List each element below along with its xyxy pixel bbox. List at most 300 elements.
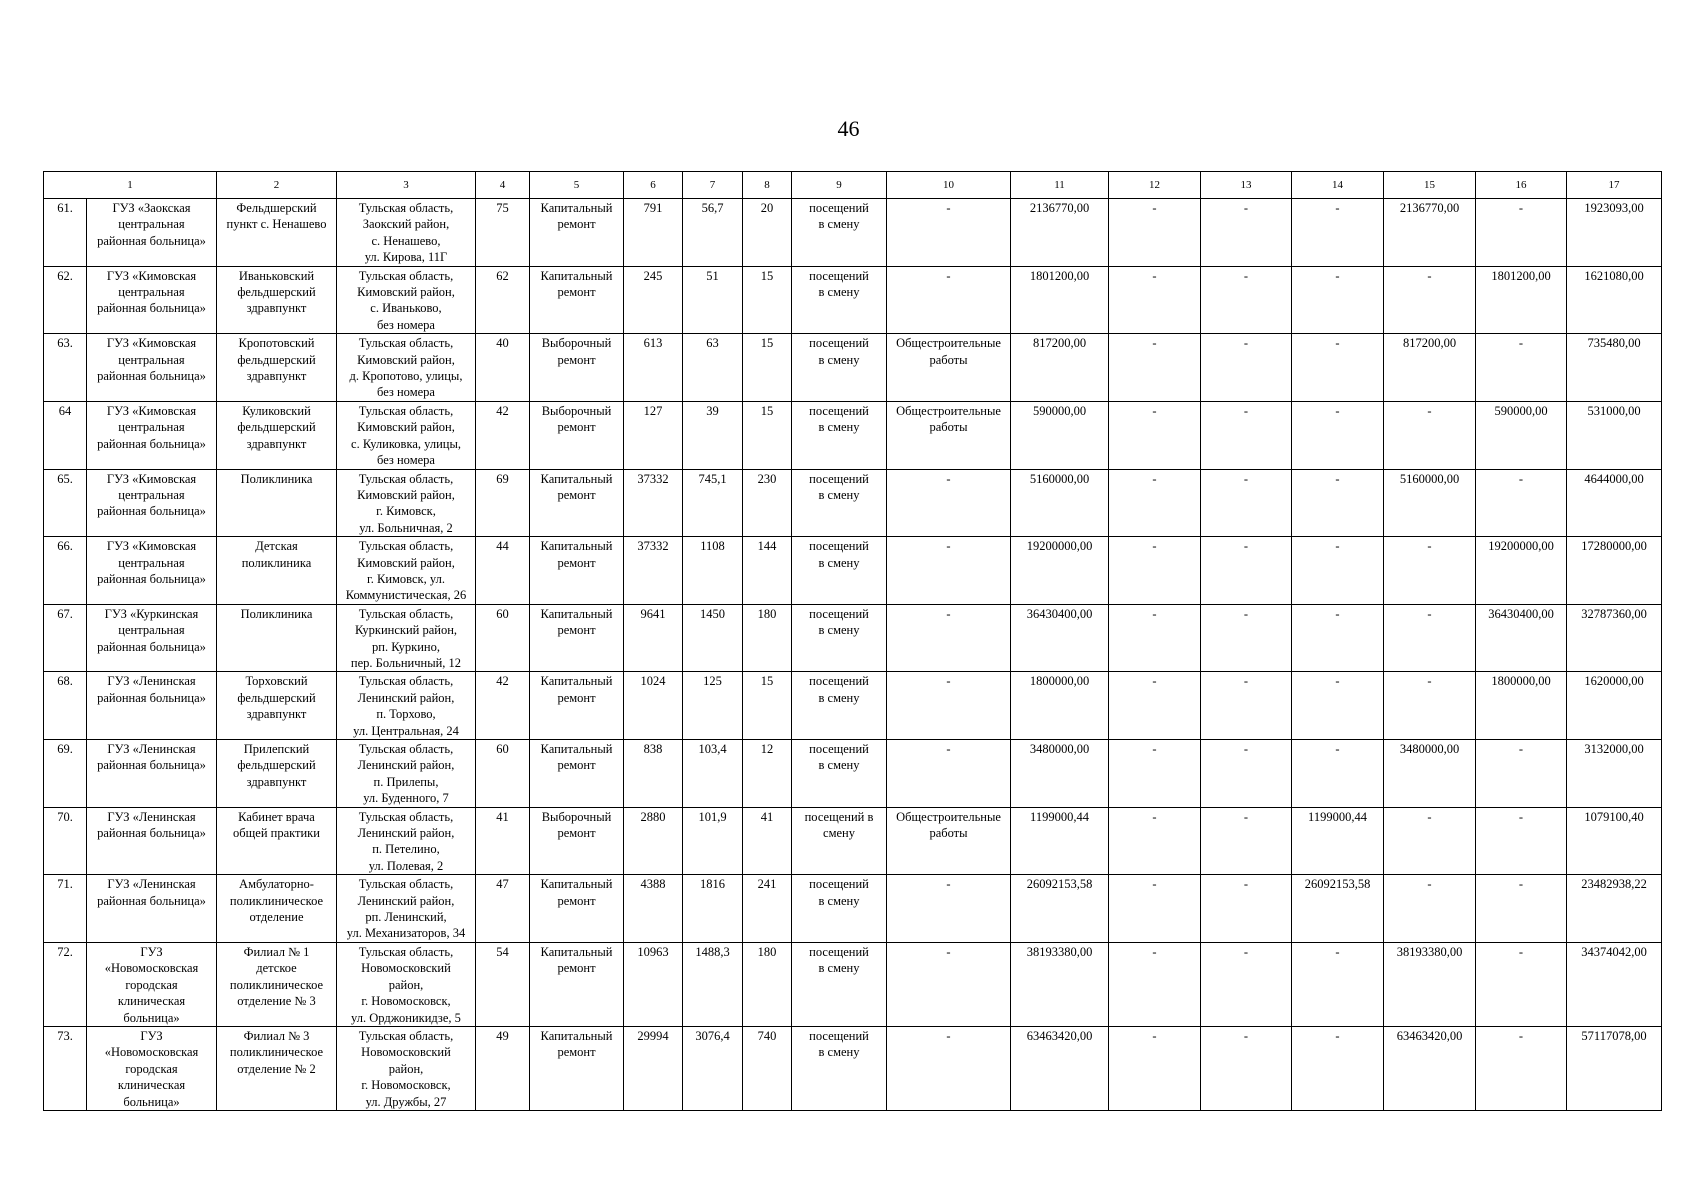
repair-type-line: Капитальный [540, 1028, 613, 1043]
repair-type-line: ремонт [557, 623, 596, 638]
col-8-cell: 241 [743, 875, 792, 943]
organization-line: ГУЗ «Кимовская [106, 403, 197, 418]
address-cell [337, 199, 476, 267]
col-15-cell: - [1384, 875, 1476, 943]
facility-line: поликлиническое [229, 893, 324, 908]
col-16-cell: 1800000,00 [1476, 672, 1567, 740]
facility-line: фельдшерский [237, 285, 316, 300]
facility-cell [217, 334, 337, 402]
address-line: ул. Дружбы, 27 [365, 1094, 447, 1109]
capacity-unit-cell [792, 604, 887, 672]
capacity-unit-line: в смену [818, 893, 860, 908]
facility-line: Поликлиника [240, 606, 313, 621]
facility-line: Торховский [245, 674, 308, 689]
col-13-cell: - [1201, 334, 1292, 402]
organization-line: больница» [123, 1094, 180, 1109]
repair-type-line: ремонт [557, 690, 596, 705]
facility-line: отделение № 3 [237, 994, 316, 1009]
col-12-cell: - [1109, 604, 1201, 672]
facility-line: фельдшерский [237, 758, 316, 773]
column-number-cell: 1 [44, 172, 217, 199]
column-number-cell: 5 [530, 172, 624, 199]
address-line: Тульская область, [358, 403, 454, 418]
facility-line: Детская [255, 539, 298, 554]
table-row [44, 401, 1662, 469]
capacity-unit-cell [792, 266, 887, 334]
col-6-cell: 10963 [624, 942, 683, 1026]
repair-type-line: ремонт [557, 826, 596, 841]
col-17-cell: 531000,00 [1567, 401, 1662, 469]
col-14-cell: - [1292, 199, 1384, 267]
col-8-cell: 15 [743, 334, 792, 402]
repair-type-line: ремонт [557, 285, 596, 300]
work-type-line: Общестроительные [896, 403, 1001, 418]
address-line: без номера [377, 385, 435, 400]
work-type-cell [887, 672, 1011, 740]
table-row [44, 1026, 1662, 1110]
repair-type-line: Капитальный [540, 877, 613, 892]
column-number-cell: 3 [337, 172, 476, 199]
row-number-cell: 66. [44, 537, 87, 605]
col-15-cell: 63463420,00 [1384, 1026, 1476, 1110]
col-4-cell: 40 [476, 334, 530, 402]
repair-type-cell [530, 942, 624, 1026]
repair-type-line: Капитальный [540, 606, 613, 621]
capacity-unit-cell [792, 199, 887, 267]
col-4-cell: 44 [476, 537, 530, 605]
col-12-cell: - [1109, 199, 1201, 267]
col-13-cell: - [1201, 266, 1292, 334]
capacity-unit-line: посещений в [804, 809, 874, 824]
col-7-cell: 1108 [683, 537, 743, 605]
col-14-cell: - [1292, 672, 1384, 740]
col-6-cell: 29994 [624, 1026, 683, 1110]
row-number-cell: 61. [44, 199, 87, 267]
col-7-cell: 51 [683, 266, 743, 334]
col-7-cell: 1488,3 [683, 942, 743, 1026]
facility-cell [217, 672, 337, 740]
facility-cell [217, 199, 337, 267]
column-number-cell: 13 [1201, 172, 1292, 199]
col-13-cell: - [1201, 401, 1292, 469]
address-line: район, [388, 1061, 424, 1076]
capacity-unit-line: посещений [809, 674, 869, 689]
address-cell [337, 1026, 476, 1110]
col-16-cell: - [1476, 199, 1567, 267]
column-number-cell: 7 [683, 172, 743, 199]
address-line: г. Новомосковск, [361, 1078, 451, 1093]
address-line: Ленинский район, [357, 690, 455, 705]
work-type-cell [887, 875, 1011, 943]
facility-line: общей практики [233, 826, 320, 841]
address-cell [337, 604, 476, 672]
capacity-unit-cell [792, 672, 887, 740]
col-7-cell: 63 [683, 334, 743, 402]
col-13-cell: - [1201, 469, 1292, 537]
address-cell [337, 807, 476, 875]
col-8-cell: 15 [743, 266, 792, 334]
col-14-cell: - [1292, 266, 1384, 334]
address-line: ул. Полевая, 2 [368, 858, 444, 873]
facility-cell [217, 469, 337, 537]
repair-type-cell [530, 537, 624, 605]
col-16-cell: 19200000,00 [1476, 537, 1567, 605]
col-12-cell: - [1109, 740, 1201, 808]
capacity-unit-line: посещений [809, 201, 869, 215]
organization-line: ГУЗ «Ленинская [107, 877, 196, 892]
col-13-cell: - [1201, 1026, 1292, 1110]
col-7-cell: 56,7 [683, 199, 743, 267]
address-cell [337, 942, 476, 1026]
address-line: Тульская область, [358, 944, 454, 959]
organization-line: ГУЗ «Кимовская [106, 539, 197, 554]
organization-cell [87, 469, 217, 537]
capacity-unit-line: смену [823, 826, 855, 841]
col-15-cell: - [1384, 807, 1476, 875]
col-13-cell: - [1201, 807, 1292, 875]
address-line: район, [388, 977, 424, 992]
col-17-cell: 735480,00 [1567, 334, 1662, 402]
col-12-cell: - [1109, 401, 1201, 469]
organization-line: ГУЗ «Куркинская [104, 606, 199, 621]
organization-line: ГУЗ «Заокская [112, 201, 191, 215]
table-body [44, 172, 1662, 1111]
total-cost-cell: 63463420,00 [1011, 1026, 1109, 1110]
work-type-cell [887, 334, 1011, 402]
address-line: ул. Центральная, 24 [353, 723, 459, 738]
organization-line: ГУЗ [140, 944, 163, 959]
repair-type-line: ремонт [557, 487, 596, 502]
repair-type-line: ремонт [557, 1045, 596, 1060]
facility-line: Поликлиника [240, 471, 313, 486]
col-14-cell: - [1292, 401, 1384, 469]
col-6-cell: 4388 [624, 875, 683, 943]
organization-line: центральная [118, 623, 185, 638]
repair-type-line: Капитальный [540, 201, 613, 215]
address-line: с. Ненашево, [371, 233, 441, 248]
repair-type-cell [530, 266, 624, 334]
col-17-cell: 4644000,00 [1567, 469, 1662, 537]
facility-line: Фельдшерский [236, 201, 317, 215]
col-4-cell: 62 [476, 266, 530, 334]
col-16-cell: - [1476, 1026, 1567, 1110]
table-row [44, 740, 1662, 808]
row-number-cell: 67. [44, 604, 87, 672]
column-number-cell: 10 [887, 172, 1011, 199]
col-14-cell: - [1292, 942, 1384, 1026]
facility-line: детское [256, 961, 297, 976]
table-row [44, 537, 1662, 605]
capacity-unit-cell [792, 807, 887, 875]
organization-line: клиническая [117, 1078, 186, 1093]
capacity-unit-line: посещений [809, 1028, 869, 1043]
capacity-unit-line: в смену [818, 217, 860, 232]
capacity-unit-cell [792, 1026, 887, 1110]
col-17-cell: 23482938,22 [1567, 875, 1662, 943]
address-cell [337, 740, 476, 808]
capacity-unit-line: в смену [818, 690, 860, 705]
capacity-unit-line: в смену [818, 352, 860, 367]
col-17-cell: 57117078,00 [1567, 1026, 1662, 1110]
address-line: ул. Кирова, 11Г [364, 250, 448, 265]
organization-cell [87, 266, 217, 334]
facility-line: фельдшерский [237, 420, 316, 435]
organization-line: районная больница» [97, 571, 206, 586]
column-number-cell: 15 [1384, 172, 1476, 199]
col-17-cell: 1923093,00 [1567, 199, 1662, 267]
col-6-cell: 245 [624, 266, 683, 334]
repair-type-cell [530, 740, 624, 808]
total-cost-cell: 19200000,00 [1011, 537, 1109, 605]
facility-cell [217, 875, 337, 943]
repair-type-cell [530, 875, 624, 943]
capacity-unit-line: посещений [809, 268, 869, 283]
facility-line: здравпункт [246, 707, 307, 722]
total-cost-cell: 2136770,00 [1011, 199, 1109, 267]
organization-line: больница» [123, 1010, 180, 1025]
address-line: пер. Больничный, 12 [350, 655, 462, 670]
organization-line: районная больница» [97, 690, 206, 705]
col-12-cell: - [1109, 672, 1201, 740]
address-line: Тульская область, [358, 201, 454, 215]
row-number-cell: 62. [44, 266, 87, 334]
organization-line: центральная [118, 352, 185, 367]
organization-cell [87, 740, 217, 808]
col-14-cell: - [1292, 469, 1384, 537]
address-line: Ленинский район, [357, 826, 455, 841]
work-type-line: - [946, 877, 951, 892]
col-12-cell: - [1109, 807, 1201, 875]
repair-type-cell [530, 807, 624, 875]
column-number-cell: 17 [1567, 172, 1662, 199]
address-line: д. Кропотово, улицы, [349, 369, 463, 384]
row-number-cell: 69. [44, 740, 87, 808]
work-type-line: - [946, 674, 951, 689]
capacity-unit-cell [792, 401, 887, 469]
col-17-cell: 1621080,00 [1567, 266, 1662, 334]
col-15-cell: 817200,00 [1384, 334, 1476, 402]
capacity-unit-line: посещений [809, 471, 869, 486]
organization-cell [87, 199, 217, 267]
work-type-cell [887, 942, 1011, 1026]
repair-type-line: Выборочный [541, 403, 612, 418]
facility-line: фельдшерский [237, 690, 316, 705]
address-line: Новомосковский [361, 961, 451, 976]
address-line: с. Иваньково, [370, 301, 442, 316]
repair-type-line: Выборочный [541, 809, 612, 824]
address-line: Тульская область, [358, 268, 454, 283]
facility-line: Кропотовский [238, 336, 315, 351]
organization-cell [87, 334, 217, 402]
work-type-cell [887, 1026, 1011, 1110]
column-number-cell: 4 [476, 172, 530, 199]
work-type-cell [887, 807, 1011, 875]
address-line: Тульская область, [358, 471, 454, 486]
page-number: 46 [837, 116, 860, 141]
address-line: без номера [377, 317, 435, 332]
organization-line: районная больница» [97, 301, 206, 316]
organization-line: центральная [118, 555, 185, 570]
col-15-cell: 38193380,00 [1384, 942, 1476, 1026]
col-6-cell: 9641 [624, 604, 683, 672]
column-number-cell: 2 [217, 172, 337, 199]
total-cost-cell: 3480000,00 [1011, 740, 1109, 808]
work-type-line: - [946, 201, 951, 215]
column-number-cell: 12 [1109, 172, 1201, 199]
col-7-cell: 103,4 [683, 740, 743, 808]
col-8-cell: 180 [743, 942, 792, 1026]
col-8-cell: 12 [743, 740, 792, 808]
address-line: Тульская область, [358, 336, 454, 351]
address-line: Новомосковский [361, 1045, 451, 1060]
column-number-cell: 11 [1011, 172, 1109, 199]
address-line: ул. Больничная, 2 [359, 520, 453, 535]
work-type-line: работы [929, 826, 968, 841]
facility-line: фельдшерский [237, 352, 316, 367]
total-cost-cell: 26092153,58 [1011, 875, 1109, 943]
col-4-cell: 42 [476, 672, 530, 740]
col-8-cell: 15 [743, 672, 792, 740]
work-type-line: Общестроительные [896, 336, 1001, 351]
col-14-cell: - [1292, 740, 1384, 808]
work-type-cell [887, 604, 1011, 672]
total-cost-cell: 36430400,00 [1011, 604, 1109, 672]
facility-line: поликлиническое [229, 1045, 324, 1060]
capacity-unit-line: в смену [818, 961, 860, 976]
work-type-line: работы [929, 420, 968, 435]
repair-type-line: ремонт [557, 758, 596, 773]
facility-line: здравпункт [246, 301, 307, 316]
col-7-cell: 125 [683, 672, 743, 740]
col-13-cell: - [1201, 875, 1292, 943]
facility-cell [217, 266, 337, 334]
document-sheet [43, 171, 1662, 1111]
address-line: п. Петелино, [372, 842, 440, 857]
col-15-cell: - [1384, 401, 1476, 469]
facility-line: отделение [249, 910, 304, 925]
repair-type-cell [530, 1026, 624, 1110]
col-4-cell: 75 [476, 199, 530, 267]
table-row [44, 469, 1662, 537]
address-line: г. Кимовск, [376, 504, 436, 519]
col-16-cell: 590000,00 [1476, 401, 1567, 469]
repair-type-cell [530, 401, 624, 469]
organization-line: ГУЗ [140, 1028, 163, 1043]
col-15-cell: - [1384, 604, 1476, 672]
col-4-cell: 41 [476, 807, 530, 875]
col-6-cell: 127 [624, 401, 683, 469]
address-line: Куркинский район, [354, 623, 458, 638]
capacity-unit-cell [792, 537, 887, 605]
capacity-unit-line: в смену [818, 285, 860, 300]
capacity-unit-cell [792, 875, 887, 943]
organization-cell [87, 604, 217, 672]
facility-line: поликлиническое [229, 977, 324, 992]
address-line: рп. Куркино, [372, 639, 440, 654]
col-15-cell: - [1384, 537, 1476, 605]
organization-line: клиническая [117, 994, 186, 1009]
address-line: Кимовский район, [357, 285, 455, 300]
facility-cell [217, 740, 337, 808]
work-type-line: - [946, 1028, 951, 1043]
organization-line: ГУЗ «Ленинская [107, 742, 196, 756]
col-16-cell: - [1476, 469, 1567, 537]
capacity-unit-line: посещений [809, 539, 869, 554]
organization-line: центральная [118, 217, 185, 232]
col-13-cell: - [1201, 199, 1292, 267]
col-6-cell: 37332 [624, 537, 683, 605]
col-8-cell: 144 [743, 537, 792, 605]
col-17-cell: 32787360,00 [1567, 604, 1662, 672]
col-14-cell: - [1292, 334, 1384, 402]
organization-line: ГУЗ «Ленинская [107, 809, 196, 824]
capacity-unit-line: посещений [809, 606, 869, 621]
address-line: Тульская область, [358, 674, 454, 689]
col-15-cell: 5160000,00 [1384, 469, 1476, 537]
facility-cell [217, 942, 337, 1026]
col-14-cell: 1199000,44 [1292, 807, 1384, 875]
organization-line: центральная [118, 285, 185, 300]
address-cell [337, 672, 476, 740]
organization-cell [87, 807, 217, 875]
work-type-line: - [946, 944, 951, 959]
row-number-cell: 68. [44, 672, 87, 740]
col-8-cell: 15 [743, 401, 792, 469]
col-16-cell: - [1476, 740, 1567, 808]
col-6-cell: 37332 [624, 469, 683, 537]
col-8-cell: 180 [743, 604, 792, 672]
table-row [44, 604, 1662, 672]
repair-type-cell [530, 672, 624, 740]
repair-type-line: ремонт [557, 961, 596, 976]
col-15-cell: - [1384, 266, 1476, 334]
repair-table [43, 171, 1662, 1111]
total-cost-cell: 5160000,00 [1011, 469, 1109, 537]
row-number-cell: 73. [44, 1026, 87, 1110]
work-type-line: - [946, 539, 951, 554]
column-number-cell: 9 [792, 172, 887, 199]
column-number-cell: 14 [1292, 172, 1384, 199]
organization-line: «Новомосковская [104, 961, 199, 976]
repair-type-line: Капитальный [540, 268, 613, 283]
facility-line: Прилепский [243, 742, 310, 756]
organization-line: районная больница» [97, 639, 206, 654]
col-7-cell: 3076,4 [683, 1026, 743, 1110]
address-line: Кимовский район, [357, 352, 455, 367]
col-4-cell: 47 [476, 875, 530, 943]
facility-cell [217, 1026, 337, 1110]
col-17-cell: 3132000,00 [1567, 740, 1662, 808]
organization-line: ГУЗ «Ленинская [107, 674, 196, 689]
col-15-cell: - [1384, 672, 1476, 740]
facility-line: Амбулаторно- [239, 877, 314, 892]
col-7-cell: 745,1 [683, 469, 743, 537]
facility-cell [217, 807, 337, 875]
total-cost-cell: 817200,00 [1011, 334, 1109, 402]
organization-line: районная больница» [97, 893, 206, 908]
capacity-unit-line: в смену [818, 623, 860, 638]
address-line: г. Кимовск, ул. [367, 571, 445, 586]
repair-type-line: Капитальный [540, 471, 613, 486]
address-line: п. Прилепы, [373, 774, 439, 789]
row-number-cell: 63. [44, 334, 87, 402]
col-13-cell: - [1201, 604, 1292, 672]
col-6-cell: 791 [624, 199, 683, 267]
organization-line: районная больница» [97, 369, 206, 384]
organization-cell [87, 942, 217, 1026]
address-line: Ленинский район, [357, 893, 455, 908]
work-type-line: - [946, 606, 951, 621]
